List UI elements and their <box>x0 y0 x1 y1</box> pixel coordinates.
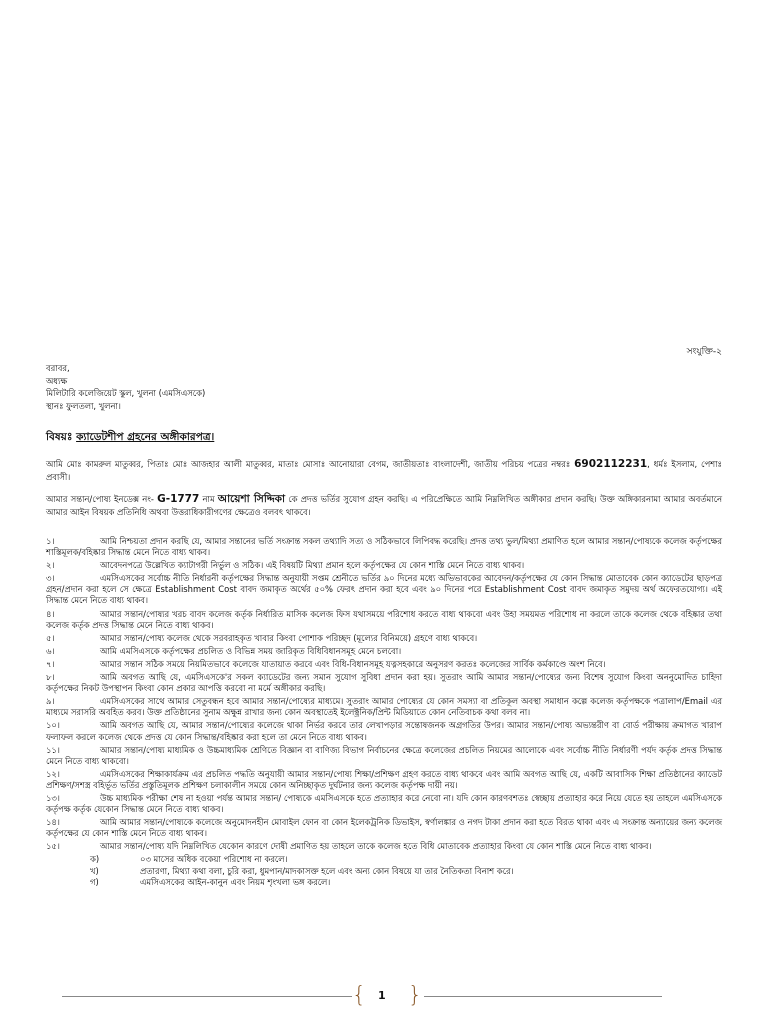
decl-end: কে প্রদত্ত ভর্তির সুযোগ গ্রহন করছি। এ পরিপ্রেক্ষিতে আমি নিম্নলিখিত অঙ্গীকার প্রদান করছি। উক্ত অঙ্গিকারনামা আমার অবর্তমানে আমার আইন বিষয়ক প্রতিনিধি অথবা উত্তরাধিকারীগণের ক্ষেত্রেও বলবৎ থাকবে। <box>46 494 722 517</box>
clause-number: ৭। <box>46 658 55 669</box>
intro-end: , ধর্মঃ ইসলাম, পেশাঃ প্রবাসী। <box>46 459 722 482</box>
address-line: মিলিটারি কলেজিয়েট স্কুল, খুলনা (এমসিএসকে) <box>46 388 206 398</box>
clause-number: ১২। <box>46 768 60 779</box>
clause-item <box>46 536 722 558</box>
clause-item <box>46 659 722 670</box>
clause-text: এমসিএসকের সর্বোচ্চ নীতি নির্ধারনী কর্তৃপক্ষের সিদ্ধান্ত অনুযায়ী সপ্তম শ্রেনীতে ভর্তির ৯০ দিনের মধ্যে অভিভাবকের আবেদন/কর্তৃপক্ষের যে কোন সিদ্ধান্ত মোতাবেক কোন ক্যাডেটের ছাড়পত্র গ্রহন/প্রদান করা হলে সে ক্ষেত্রে Establishment Cost বাবদ জমাকৃত অর্থের ৫০% ফেরৎ প্রদান করা হবে এবং ৯০ দিনের পরে Establishment Cost বাবদ জমাকৃত সমুদয় অর্থ অফেরতযোগ্য। এই সিদ্ধান্ত মেনে নিতে বাধ্য থাকব। <box>46 573 722 606</box>
clause-text: আমার সন্তান/পোষ্যর খরচ বাবদ কলেজ কর্তৃক নির্ধারিত মাসিক কলেজ ফিস যথাসময়ে পরিশোধ করতে বাধ্য থাকবো এবং উহা সময়মত পরিশোধ না করলে তাকে কলেজ থেকে বহিষ্কার তথা কলেজ কর্তৃক প্রদত্ত সিদ্ধান্ত মেনে নিতে বাধ্য থাকব। <box>46 608 722 630</box>
clause-text: আমার সন্তান/পোষ্য কলেজ থেকে সরবরাহকৃত খাবার কিংবা পোশাক পরিচ্ছদ (মূল্যের বিনিময়ে) গ্রহণে বাধ্য থাকবে। <box>100 632 478 643</box>
clause-item <box>46 560 722 571</box>
recipient-address <box>46 363 205 413</box>
clause-text: আমি অবগত আছি যে, আমার সন্তান/পোষ্যের কলেজে থাকা নির্ভর করবে তার লেখাপড়ার সন্তোষজনক অগ্রগতির উপর। আমার সন্তান/পোষ্য অভ্যন্তরীণ বা বোর্ড পরীক্ষায় ক্রমাগত খারাপ ফলাফল করলে কলেজ থেকে প্রদত্ত যে কোন সিদ্ধান্ত/বহিষ্কার করা হলে তা মেনে নিতে বাধ্য থাকব। <box>46 720 722 742</box>
subject-line <box>46 431 214 445</box>
clause-text: আমি নিশ্চয়তা প্রদান করছি যে, আমার সন্তানের ভর্তি সংক্রান্ত সকল তথ্যাদি সত্য ও সঠিকভাবে লিপিবদ্ধ করেছি। প্রদত্ত তথ্য ভুল/মিথ্যা প্রমাণিত হলে আমার সন্তান/পোষ্যকে কলেজ কর্তৃপক্ষের শাস্তিমূলক/বহিষ্কার সিদ্ধান্ত মেনে নিতে বাধ্য থাকব। <box>46 536 722 558</box>
clause-number: ৫। <box>46 632 55 643</box>
intro-text: আমি মোঃ কামরুল মাতুব্বর, পিতাঃ মোঃ আজহার আলী মাতুব্বর, মাতাঃ মোসাঃ আনোয়ারা বেগম, জাতীয়তাঃ বাংলাদেশী, জাতীয় পরিচয় পত্রের নম্বরঃ <box>46 459 571 469</box>
subject-text: ক্যাডেটশীপ গ্রহনের অঙ্গীকারপত্র। <box>76 431 215 443</box>
clause-text: আমার সন্তান/পোষ্য যদি নিম্নলিখিত যেকোন কারণে দোষী প্রমাণিত হয় তাহলে তাকে কলেজ হতে বিধি মোতাবেক প্রত্যাহার কিংবা যে কোন শাস্তি মেনে নিতে বাধ্য থাকব। <box>100 841 652 852</box>
annex-label: সংযুক্তি-২ <box>686 347 722 357</box>
clause-item <box>46 817 722 839</box>
footer-rule-left <box>62 996 352 997</box>
clause-number: ৩। <box>46 573 55 584</box>
address-line: স্থানঃ ফুলতলা, খুলনা। <box>46 400 121 411</box>
clause-number: ১১। <box>46 744 60 755</box>
clause-list <box>46 536 722 888</box>
subitem <box>90 866 722 877</box>
clause-number: ৮। <box>46 672 55 683</box>
index-number: G-1777 <box>157 493 200 505</box>
clause-number: ১। <box>46 536 55 546</box>
intro-paragraph <box>46 458 722 483</box>
decl-mid: নাম <box>199 494 218 504</box>
page-footer <box>62 985 662 1009</box>
subject-prefix: বিষয়ঃ <box>46 431 77 443</box>
nid-number: 6902112231 <box>574 458 648 470</box>
clause-number: ১০। <box>46 720 60 731</box>
subitem <box>90 877 722 888</box>
clause-text: আমি এমসিএসকে কর্তৃপক্ষের প্রচলিত ও বিভিন্ন সময় জারিকৃত বিধিবিধানসমূহ মেনে চলবো। <box>100 645 402 656</box>
declaration-paragraph <box>46 493 722 518</box>
clause-text: এমসিএসকের সাথে আমার সেতুবন্ধন হবে আমার সন্তান/পোষ্যের মাধ্যমে। সুতরাং আমার পোষ্যের যে কোন সমস্যা বা প্রতিকূল অবস্থা সমাধান কল্পে কলেজ কর্তৃপক্ষকে পত্রালাপ/Email এর মাধ্যমে সরাসরি অবহিত করব। উক্ত প্রতিষ্ঠানের সুনাম অক্ষুন্ন রাখার জন্য কোন অবস্থাতেই ইলেক্ট্রনিক/প্রিন্ট মিডিয়াতে কোন নেতিবাচক কথা বলব না। <box>46 696 722 718</box>
subitem-key: খ) <box>90 865 99 876</box>
clause-item <box>46 573 722 606</box>
left-bracket-icon: { <box>352 983 366 1008</box>
subitem-text: এমসিএসকের আইন-কানুন এবং নিয়ম শৃংখলা ভঙ্গ করলে। <box>140 876 331 887</box>
clause-item <box>46 672 722 694</box>
clause-item <box>46 745 722 767</box>
clause-number: ৯। <box>46 696 55 707</box>
address-line: বরাবর, <box>46 363 70 373</box>
subitem-key: গ) <box>90 876 99 887</box>
footer-rule-right <box>424 996 662 997</box>
subitem-key: ক) <box>90 854 100 865</box>
clause-item <box>46 633 722 644</box>
clause-number: ১৪। <box>46 817 60 828</box>
page-number: 1 <box>378 989 386 1002</box>
clause-text: আমি অবগত আছি যে, এমসিএসকে'র সকল ক্যাডেটের জন্য সমান সুযোগ সুবিধা প্রদান করা হয়। সুতরাং আমি আমার সন্তান/পোষ্যের জন্য বিশেষ সুযোগ কিংবা অননুমোদিত চাহিদা কর্তৃপক্ষের নিকট উপস্থাপন কিংবা কোন প্রকার আপত্তি করবো না মর্মে অঙ্গীকার করছি। <box>46 672 722 694</box>
student-name: আয়েশা সিদ্দিকা <box>217 493 286 505</box>
clause-number: ১৫। <box>46 841 60 852</box>
clause-text: আমি আমার সন্তান/পোষ্যকে কলেজে অনুমোদনহীন মোবাইল ফোন বা কোন ইলেকট্রনিক ডিভাইস, স্বর্ণালঙ্কার ও নগদ টাকা প্রদান করা হতে বিরত থাকা এবং এ সংক্রান্ত অন্যায়ের জন্য কলেজ কর্তৃপক্ষের যে কোন শাস্তি মেনে নিতে বাধ্য থাকব। <box>46 817 722 839</box>
subitem-text: ০৩ মাসের অধিক বকেয়া পরিশোধ না করলে। <box>140 854 288 865</box>
subitem-list <box>90 854 722 887</box>
clause-item <box>46 841 722 852</box>
clause-text: আবেদনপত্রে উল্লেখিত ক্যাটাগরী নির্ভুল ও সঠিক। এই বিষয়টি মিথ্যা প্রমান হলে কর্তৃপক্ষের যে কোন শাস্তি মেনে নিতে বাধ্য থাকব। <box>100 560 525 571</box>
clause-number: ৬। <box>46 645 55 656</box>
clause-item <box>46 609 722 631</box>
clause-number: ২। <box>46 560 55 571</box>
clause-item <box>46 720 722 742</box>
subitem <box>90 854 722 865</box>
clause-number: ৪। <box>46 608 55 619</box>
clause-text: উচ্চ মাধ্যমিক পরীক্ষা শেষ না হওয়া পর্যন্ত আমার সন্তান/ পোষ্যকে এমসিএসকে হতে প্রত্যাহার করে নেবো না। যদি কোন কারণবশতঃ স্বেচ্ছায় প্রত্যাহার করে নিয়ে যেতে হয় তাহলে এমসিএসকে কর্তৃপক্ষ কর্তৃক যেকোন সিদ্ধান্ত মেনে নিতে বাধ্য থাকব। <box>46 792 722 815</box>
address-line: অধ্যক্ষ <box>46 375 68 386</box>
subitem-text: প্রতারণা, মিথ্যা কথা বলা, চুরি করা, ধুমপান/মাদকাসক্ত হলে এবং অন্য কোন বিষয়ে যা তার নৈতিকতা বিনাশ করে। <box>140 865 514 876</box>
right-bracket-icon: } <box>408 983 422 1008</box>
decl-start: আমার সন্তান/পোষ্য ইনডেক্স নং- <box>46 494 158 504</box>
clause-text: এমসিএসকের শিক্ষাকার্যক্রম এর প্রচলিত পদ্ধতি অনুযায়ী আমার সন্তান/পোষ্য শিক্ষা/প্রশিক্ষণ গ্রহণ করতে বাধ্য থাকবে এবং আমি অবগত আছি যে, একটি আবাসিক শিক্ষা প্রতিষ্ঠানের ক্যাডেট প্রশিক্ষণ/সশস্ত্র বহির্ভূত ভর্তির প্রস্তুতিমূলক প্রশিক্ষণ চলাকালীন সময়ে কোন অনিচ্ছাকৃত দুর্ঘটনার জন্য কলেজ কর্তৃপক্ষ দায়ী নয়। <box>46 768 722 790</box>
clause-item <box>46 696 722 718</box>
clause-text: আমার সন্তান সঠিক সময়ে নিয়মিতভাবে কলেজে যাতায়াত করবে এবং বিধি-বিধানসমূহ যত্নসহকারে অনুসরণ করতঃ কলেজের সার্বিক কর্মকাণ্ডে অংশ নিবে। <box>100 658 606 669</box>
clause-item <box>46 646 722 657</box>
document-page <box>46 0 722 1024</box>
clause-number: ১৩। <box>46 792 60 803</box>
clause-text: আমার সন্তান/পোষ্য মাধ্যমিক ও উচ্চমাধ্যমিক শ্রেণিতে বিজ্ঞান বা বাণিজ্য বিভাগ নির্বাচনের ক্ষেত্রে কলেজের প্রচলিত নিয়মের আলোকে এবং সর্বোচ্চ নীতি নির্ধারণী পর্যদ কর্তৃক প্রদত্ত সিদ্ধান্ত মেনে নিতে বাধ্য থাকবো। <box>46 744 722 766</box>
clause-item <box>46 769 722 791</box>
clause-item <box>46 793 722 815</box>
